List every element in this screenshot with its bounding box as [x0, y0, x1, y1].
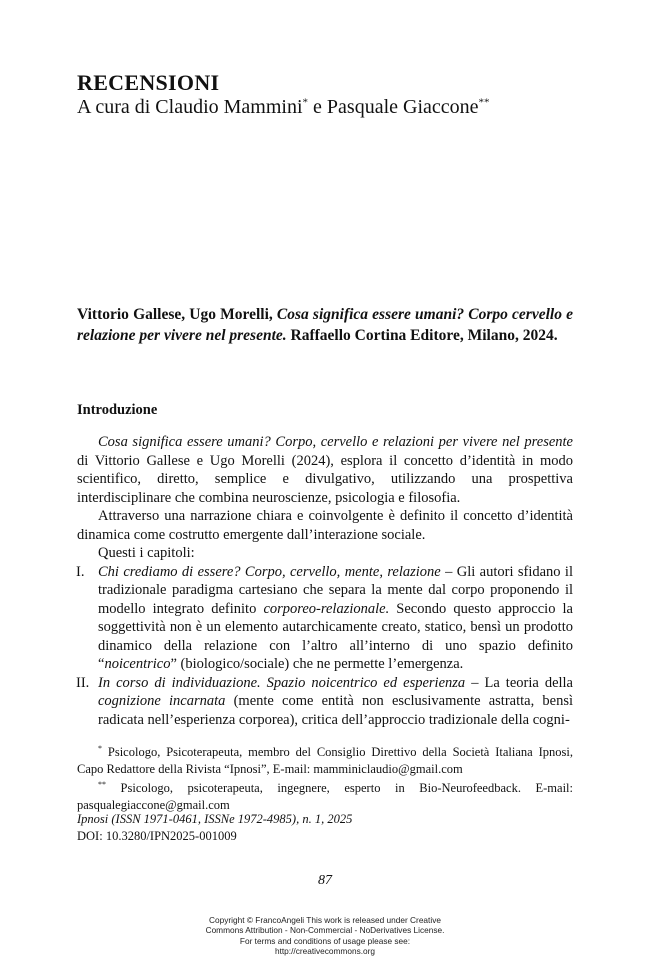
footnote-mark-1: * — [302, 96, 309, 109]
chapter-title: In corso di individuazione. Spazio noicentrico ed esperienza — [98, 674, 466, 691]
book-reference — [77, 304, 573, 346]
footnotes — [77, 741, 573, 813]
chapter-text: – La teoria della — [465, 674, 573, 691]
paragraph-1 — [77, 433, 573, 507]
license-line-3: For terms and conditions of usage please see: — [239, 935, 411, 946]
editors-line — [77, 96, 490, 119]
journal-doi: DOI: 10.3280/IPN2025-001009 — [77, 828, 237, 843]
chapter-italic: noicentrico — [104, 656, 171, 672]
book-title: Cosa significa essere umani? Corpo cervello e relazione per vivere nel presente. — [77, 306, 573, 344]
intro-heading: Introduzione — [77, 402, 158, 418]
paragraph-2: Attraverso una narrazione chiara e coinvolgente è definito il concetto d’identità dinamica come costrutto emergente dall’interazione sociale. — [77, 508, 573, 543]
license-line-2: Commons Attribution - Non-Commercial - NoDerivatives License. — [205, 925, 445, 936]
editors-middle: e Pasquale Giaccone — [308, 96, 479, 118]
footnote-1-text: Psicologo, Psicoterapeuta, membro del Consiglio Direttivo della Società Italiana Ipnosi, Capo Redattore della Rivista “Ipnosi”, E-mail: mamminiclaudio@gmail.com — [77, 745, 573, 776]
chapter-number: II. — [76, 674, 90, 691]
editors-prefix: A cura di Claudio Mammini — [77, 96, 303, 118]
footnote-2-mark: ** — [98, 780, 106, 790]
chapter-list — [77, 563, 573, 730]
chapter-italic: corporeo-relazionale. — [263, 600, 390, 617]
paragraph-1-italic: Cosa significa essere umani? Corpo, cervello e relazioni per vivere nel presente — [98, 434, 573, 450]
chapter-text: Secondo questo approccio la soggettività non è un elemento autarchicamente creato, statico, bensì un prodotto dinamico della relazione con l’altro all’interno di uno spazio definito “ — [98, 600, 573, 672]
chapter-text: (mente come entità non esclusivamente astratta, bensì radicata nell’esperienza corporea), critica dell’approccio tradizionale della cogni- — [98, 693, 573, 728]
footnote-mark-2: ** — [478, 96, 490, 109]
chapter-item — [77, 674, 573, 730]
journal-info — [77, 811, 352, 844]
book-authors: Vittorio Gallese, Ugo Morelli, — [77, 306, 277, 323]
article-body — [77, 433, 573, 729]
chapter-number: I. — [76, 563, 85, 580]
journal-citation: Ipnosi (ISSN 1971-0461, ISSNe 1972-4985), n. 1, 2025 — [77, 812, 353, 826]
footnote-2 — [77, 777, 573, 813]
license-link[interactable]: http://creativecommons.org — [274, 946, 376, 957]
chapter-text: – Gli autori sfidano il tradizionale paradigma cartesiano che separa la mente dal corpo proponendo il modello integrato definito — [98, 563, 573, 617]
chapter-italic: cognizione incarnata — [98, 693, 226, 709]
license-line-1: Copyright © FrancoAngeli This work is released under Creative — [209, 915, 441, 925]
footnote-1-mark: * — [98, 744, 102, 753]
book-publisher: Raffaello Cortina Editore, Milano, 2024. — [286, 327, 558, 344]
chapter-item — [77, 563, 573, 674]
chapter-text: ” (biologico/sociale) che ne permette l’emergenza. — [170, 656, 464, 672]
paragraph-3: Questi i capitoli: — [98, 545, 195, 561]
paragraph-1-text: di Vittorio Gallese e Ugo Morelli (2024), esplora il concetto d’identità in modo scientifico, diretto, semplice e divulgativo, utilizzando una prospettiva interdisciplinare che combina neuroscienze, psicologia e filosofia. — [77, 452, 573, 506]
section-title: RECENSIONI — [77, 70, 220, 95]
page-number: 87 — [318, 873, 332, 888]
footnote-2-text: Psicologo, psicoterapeuta, ingegnere, esperto in Bio-Neurofeedback. E-mail: pasqualegiaccone@gmail.com — [77, 781, 573, 812]
footnote-1 — [77, 741, 573, 777]
chapter-title: Chi crediamo di essere? Corpo, cervello, mente, relazione — [98, 563, 441, 580]
license-notice — [0, 915, 650, 957]
